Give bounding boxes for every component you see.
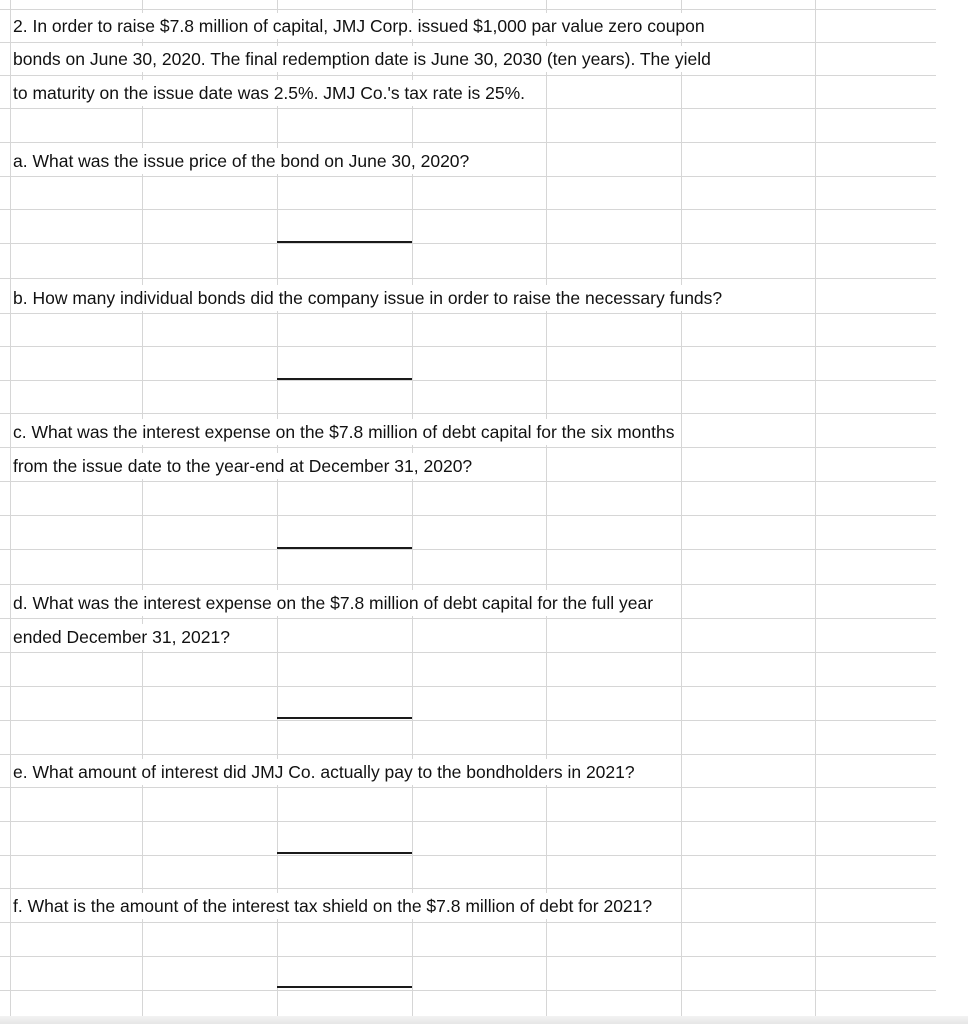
question-c: c. What was the interest expense on the $7.8 million of debt capital for the six months — [13, 419, 676, 445]
row-gridline — [0, 380, 936, 381]
answer-line-e[interactable] — [277, 852, 412, 854]
row-gridline — [0, 447, 936, 448]
row-gridline — [0, 515, 936, 516]
row-gridline — [0, 787, 936, 788]
answer-line-b[interactable] — [277, 378, 412, 380]
row-gridline — [0, 618, 936, 619]
column-gridline — [815, 0, 816, 1024]
column-gridline — [546, 0, 547, 1024]
question-f: f. What is the amount of the interest tax shield on the $7.8 million of debt for 2021? — [13, 893, 654, 919]
row-gridline — [0, 313, 936, 314]
problem-intro-line: to maturity on the issue date was 2.5%. JMJ Co.'s tax rate is 25%. — [13, 80, 527, 106]
row-gridline — [0, 142, 936, 143]
row-gridline — [0, 209, 936, 210]
question-c-continued: from the issue date to the year-end at December 31, 2020? — [13, 453, 474, 479]
answer-line-f[interactable] — [277, 986, 412, 988]
problem-intro-line: 2. In order to raise $7.8 million of capital, JMJ Corp. issued $1,000 par value zero coupon — [13, 13, 707, 39]
row-gridline — [0, 821, 936, 822]
row-gridline — [0, 754, 936, 755]
answer-line-d[interactable] — [277, 717, 412, 719]
column-gridline — [10, 0, 11, 1024]
question-b: b. How many individual bonds did the company issue in order to raise the necessary funds? — [13, 285, 724, 311]
row-gridline — [0, 990, 936, 991]
row-gridline — [0, 481, 936, 482]
row-gridline — [0, 413, 936, 414]
column-gridline — [681, 0, 682, 1024]
row-gridline — [0, 686, 936, 687]
row-gridline — [0, 9, 936, 10]
row-gridline — [0, 584, 936, 585]
problem-intro-line: bonds on June 30, 2020. The final redemption date is June 30, 2030 (ten years). The yield — [13, 46, 713, 72]
question-e: e. What amount of interest did JMJ Co. actually pay to the bondholders in 2021? — [13, 759, 637, 785]
question-d: d. What was the interest expense on the $7.8 million of debt capital for the full year — [13, 590, 655, 616]
answer-line-c[interactable] — [277, 547, 412, 549]
row-gridline — [0, 176, 936, 177]
row-gridline — [0, 652, 936, 653]
row-gridline — [0, 243, 936, 244]
row-gridline — [0, 720, 936, 721]
row-gridline — [0, 42, 936, 43]
row-gridline — [0, 346, 936, 347]
row-gridline — [0, 278, 936, 279]
row-gridline — [0, 75, 936, 76]
row-gridline — [0, 922, 936, 923]
row-gridline — [0, 855, 936, 856]
row-gridline — [0, 108, 936, 109]
answer-line-a[interactable] — [277, 241, 412, 243]
question-a: a. What was the issue price of the bond on June 30, 2020? — [13, 148, 471, 174]
row-gridline — [0, 549, 936, 550]
question-d-continued: ended December 31, 2021? — [13, 624, 232, 650]
row-gridline — [0, 888, 936, 889]
row-gridline — [0, 956, 936, 957]
page-bottom-shadow — [0, 1016, 968, 1024]
